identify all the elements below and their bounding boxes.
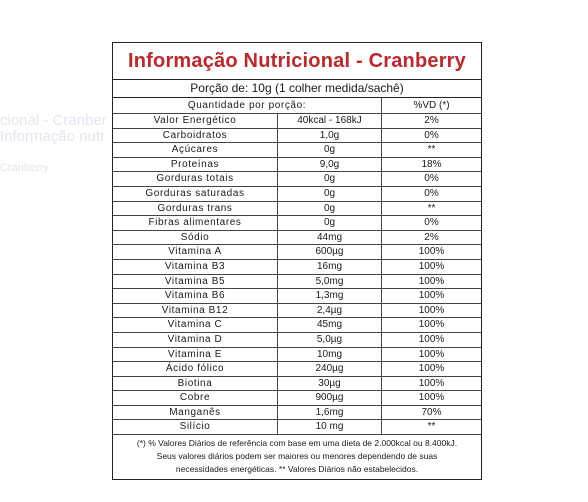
- nutrient-amount: 1,6mg: [278, 406, 382, 420]
- nutrient-rows: [113, 114, 481, 435]
- nutrient-vd: **: [427, 202, 436, 214]
- nutrient-name: Proteínas: [113, 158, 278, 172]
- nutrient-amount: 900µg: [278, 391, 382, 405]
- nutrient-name: Vitamina B12: [113, 304, 278, 318]
- nutrient-name: Vitamina D: [113, 333, 278, 347]
- nutrient-name: Vitamina B5: [113, 275, 278, 289]
- nutrient-amount: 40kcal - 168kJ: [278, 114, 382, 128]
- nutrient-vd: **: [427, 421, 436, 433]
- table-row: [113, 362, 481, 377]
- table-row: [113, 143, 481, 158]
- nutrient-vd: 0%: [424, 187, 439, 199]
- table-row: [113, 172, 481, 187]
- nutrient-amount: 5,0mg: [278, 275, 382, 289]
- nutrient-amount: 45mg: [278, 318, 382, 332]
- table-row: [113, 231, 481, 246]
- nutrient-amount: 9,0g: [278, 158, 382, 172]
- nutrient-name: Cobre: [113, 391, 278, 405]
- nutrient-amount: 0g: [278, 143, 382, 157]
- nutrient-name: Gorduras totais: [113, 172, 278, 186]
- nutrient-name: Gorduras trans: [113, 202, 278, 216]
- nutrient-vd: 100%: [418, 348, 445, 360]
- nutrient-amount: 0g: [278, 187, 382, 201]
- nutrient-amount: 30µg: [278, 377, 382, 391]
- table-row: [113, 318, 481, 333]
- nutrient-vd: 100%: [418, 304, 445, 316]
- footnote-line-3: necessidades energéticas. ** Valores Diários não estabelecidos.: [175, 464, 419, 475]
- footnote-line-1: (*) % Valores Diários de referência com base em uma dieta de 2.000kcal ou 8.400kJ.: [136, 438, 458, 449]
- nutrient-vd: 100%: [418, 246, 445, 258]
- table-row: [113, 348, 481, 363]
- table-row: [113, 420, 481, 435]
- nutrient-vd: 0%: [424, 173, 439, 185]
- nutrient-amount: 1,0g: [278, 129, 382, 143]
- nutrient-amount: 2,4µg: [278, 304, 382, 318]
- header-quantity: Quantidade por porção:: [113, 98, 382, 113]
- nutrient-vd: 100%: [418, 260, 445, 272]
- table-row: [113, 333, 481, 348]
- nutrient-name: Vitamina B6: [113, 289, 278, 303]
- nutrient-vd: 100%: [418, 377, 445, 389]
- table-row: [113, 202, 481, 217]
- footnote: [113, 435, 481, 479]
- table-row: [113, 216, 481, 231]
- table-row: [113, 114, 481, 129]
- nutrient-vd: 2%: [424, 115, 439, 126]
- nutrient-vd: 2%: [424, 231, 439, 243]
- nutrient-name: Manganês: [113, 406, 278, 420]
- table-row: [113, 245, 481, 260]
- portion-size: Porção de: 10g (1 colher medida/sachê): [113, 80, 481, 98]
- nutrient-vd: 0%: [424, 129, 439, 141]
- ghost-text-1: cional - Cranber: [0, 112, 107, 129]
- table-row: [113, 391, 481, 406]
- nutrient-vd: 100%: [418, 319, 445, 331]
- nutrient-vd: 100%: [418, 363, 445, 375]
- table-row: [113, 377, 481, 392]
- table-row: [113, 187, 481, 202]
- nutrient-name: Valor Energético: [113, 114, 278, 128]
- table-row: [113, 304, 481, 319]
- nutrient-amount: 10mg: [278, 348, 382, 362]
- table-row: [113, 129, 481, 144]
- nutrient-name: Vitamina C: [113, 318, 278, 332]
- nutrient-name: Fibras alimentares: [113, 216, 278, 230]
- table-row: [113, 406, 481, 421]
- nutrient-amount: 600µg: [278, 245, 382, 259]
- nutrient-vd: 100%: [418, 290, 445, 302]
- nutrient-vd: 0%: [424, 217, 439, 229]
- nutrient-name: Sódio: [113, 231, 278, 245]
- footnote-line-2: Seus valores diários podem ser maiores ou menores dependendo de suas: [156, 451, 438, 462]
- nutrient-name: Gorduras saturadas: [113, 187, 278, 201]
- nutrient-name: Silício: [113, 420, 278, 434]
- ghost-text-3: Cranberry: [0, 162, 49, 174]
- table-row: [113, 158, 481, 173]
- panel-title: Informação Nutricional - Cranberry: [113, 43, 481, 80]
- nutrient-vd: **: [427, 144, 436, 156]
- nutrient-vd: 100%: [418, 275, 445, 287]
- nutrition-facts-panel: [112, 42, 482, 480]
- nutrient-name: Vitamina E: [113, 348, 278, 362]
- ghost-text-2: Informação nutr: [0, 128, 106, 145]
- nutrient-name: Carboidratos: [113, 129, 278, 143]
- nutrient-name: Biotina: [113, 377, 278, 391]
- nutrient-vd: 70%: [421, 406, 442, 418]
- table-row: [113, 260, 481, 275]
- table-row: [113, 289, 481, 304]
- nutrient-amount: 0g: [278, 216, 382, 230]
- header-vd: %VD (*): [413, 100, 450, 111]
- nutrient-name: Ácido fólico: [113, 362, 278, 376]
- nutrient-vd: 18%: [421, 158, 442, 170]
- nutrient-name: Açúcares: [113, 143, 278, 157]
- nutrient-amount: 16mg: [278, 260, 382, 274]
- nutrient-amount: 5,0µg: [278, 333, 382, 347]
- nutrient-amount: 240µg: [278, 362, 382, 376]
- table-row: [113, 275, 481, 290]
- nutrient-amount: 10 mg: [278, 420, 382, 434]
- table-header: [113, 98, 481, 114]
- nutrient-amount: 0g: [278, 172, 382, 186]
- nutrient-vd: 100%: [418, 333, 445, 345]
- nutrient-amount: 1,3mg: [278, 289, 382, 303]
- nutrient-amount: 44mg: [278, 231, 382, 245]
- nutrient-name: Vitamina B3: [113, 260, 278, 274]
- nutrient-vd: 100%: [418, 392, 445, 404]
- nutrient-name: Vitamina A: [113, 245, 278, 259]
- nutrient-amount: 0g: [278, 202, 382, 216]
